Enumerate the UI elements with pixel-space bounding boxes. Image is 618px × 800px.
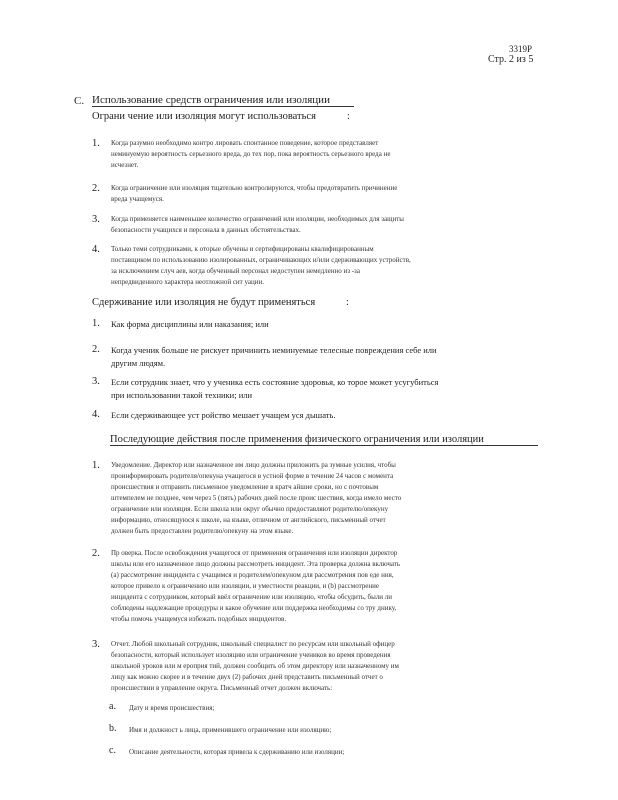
report-item-b-letter: b. (109, 723, 117, 734)
not-item-3-text: Если сотрудник знает, что у ученика есть состояние здоровья, ко торое может усугубиться при использовании такой техники; или (111, 377, 439, 400)
after-item-1-number: 1. (92, 460, 100, 471)
not-item-2-number: 2. (92, 344, 100, 355)
after-item-1-text: Уведомление. Директор или назначенное им лицо должны приложить ра зумные усилия, чтобы проинформировать родителя/опекуна учащегося в устной форме в течение 24 часов с момента происшествия и отправить письменное уведомление в кратч айшие сроки, но с почтовым штемпелем не позднее, чем через 5 (пять) рабочих дней после проис шествия, когда имело место ограничение или изоляция. Если школа или округ обычно предоставляют родителю/опекуну информацию, относящуюся к школе, на языке, отличном от английского, письменный отчет должен быть предоставлен родителю/опекуну на этом языке. (111, 461, 402, 535)
when-item-2-text: Когда ограничение или изоляция тщательно контролируются, чтобы предотвратить причинение вреда учащемуся. (111, 184, 398, 203)
after-item-2-text: Пр оверка. После освобождения учащегося от применения ограничения или изоляции директор школы или его назначенное лицо должны рассмотреть инцидент. Эта проверка должна включать (a) рассмотрение инцидента с учащимся и родителем/опекуном для рассмотрения пов еде ния, которое привело к ограничению или изоляции, и уместности реакции, и (b) рассмотрение инцидента с сотрудником, который ввёл ограничение или изоляцию, чтобы обсудить, были ли соблюдены надлежащие процедуры и какое обучение или поддержка необходимы со тру днику, чтобы помочь учащемуся избежать подобных инцидентов. (111, 549, 401, 623)
page-number: Стр. 2 из 5 (488, 54, 534, 65)
when-item-4-text: Только теми сотрудниками, к оторые обучены и сертифицированы квалифицированным поставщиком по использованию изолированных, ограничивающих и/или сдерживающих устройств, за исключением случ аев, когда обученный персонал недоступен немедленно из -за непредвиденного характера неотложной сит уации. (111, 245, 411, 286)
after-item-3-text: Отчет. Любой школьный сотрудник, школьный специалист по ресурсам или школьный офицер безопасности, который использует изоляцию или ограничение учеников во время проведения школьной уроков или м ероприя тий, должен сообщить об этом директору или назначенному им лицу как можно скорее и в течение двух (2) рабочих дней представить письменный отчет о происшествии в управление округа. Письменный отчет должен включать: (111, 640, 399, 692)
report-item-a-text: Дату и время происшествия; (129, 704, 215, 712)
when-used-heading-colon: : (347, 111, 350, 122)
after-item-3-number: 3. (92, 639, 100, 650)
not-item-4-number: 4. (92, 409, 100, 420)
not-used-heading: Сдерживание или изоляция не будут применяться (92, 297, 316, 308)
document-code: 3319P (509, 44, 533, 54)
not-item-3-number: 3. (92, 376, 100, 387)
section-title: Использование средств ограничения или изоляции (92, 94, 354, 107)
not-item-1-number: 1. (92, 318, 100, 329)
when-item-3-number: 3. (92, 214, 100, 225)
when-item-1-number: 1. (92, 138, 100, 149)
when-used-heading: Ограни чение или изоляция могут использоваться (92, 111, 316, 122)
not-item-4-text: Если сдерживающее уст ройство мешает учащем уся дышать. (111, 410, 336, 420)
when-item-3-text: Когда применяется наименьшее количество ограничений или изоляции, необходимых для защиты безопасности учащихся и персонала в данных обстоятельствах. (111, 215, 404, 234)
not-item-2-text: Когда ученик больше не рискует причинить неминуемые телесные повреждения себе или другим людям. (111, 345, 437, 368)
when-item-2-number: 2. (92, 183, 100, 194)
when-item-1-text: Когда разумно необходимо контро лировать спонтанное поведение, которое представляет неминуемую вероятность серьезного вреда, до тех пор, пока вероятность серьезного вреда не исчезнет. (111, 139, 391, 169)
report-item-a-letter: a. (109, 701, 116, 712)
not-item-1-text: Как форма дисциплины или наказания; или (111, 319, 269, 329)
not-used-heading-colon: : (346, 297, 349, 308)
report-item-b-text: Имя и должност ь лица, применившего ограничение или изоляцию; (129, 726, 332, 734)
when-item-4-number: 4. (92, 244, 100, 255)
section-letter: C. (74, 95, 85, 107)
after-item-2-number: 2. (92, 548, 100, 559)
follow-up-heading: Последующие действия после применения физического ограничения или изоляции (110, 434, 538, 446)
report-item-c-letter: c. (109, 745, 116, 756)
report-item-c-text: Описание деятельности, которая привела к сдерживанию или изоляции; (129, 748, 345, 756)
